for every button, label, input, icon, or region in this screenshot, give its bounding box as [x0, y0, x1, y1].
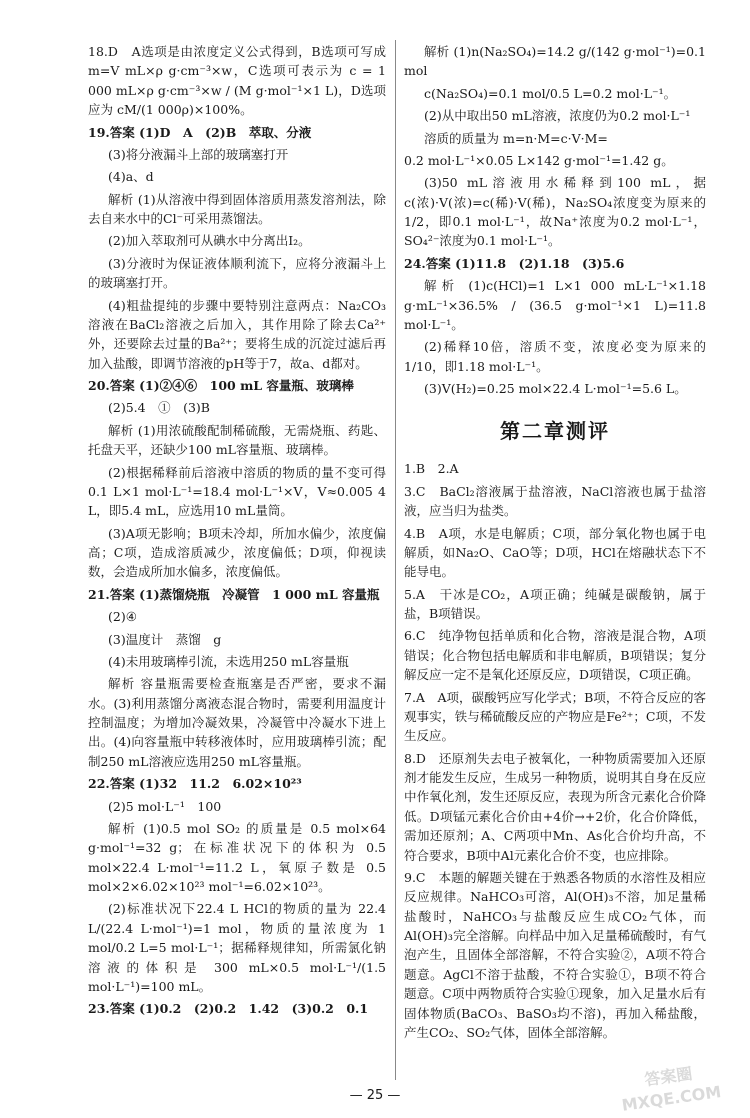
q24-analysis-1: 解析 (1)c(HCl)=1 L×1 000 mL·L⁻¹×1.18 g·mL⁻¹×36.5% / (36.5 g·mol⁻¹×1 L)=11.8 mol·L⁻¹。	[404, 278, 706, 332]
q19-analysis-2: (2)加入萃取剂可从碘水中分离出I₂。	[108, 233, 311, 249]
q23-analysis-3: (2)从中取出50 mL溶液，浓度仍为0.2 mol·L⁻¹	[424, 108, 691, 124]
ch2-q6: 6.C 纯净物包括单质和化合物，溶液是混合物，A项错误；化合物包括电解质和非电解质，B项错误；复分解反应一定不是氧化还原反应，D项错误，C项正确。	[404, 628, 706, 683]
q21-analysis: 解析 容量瓶需要检查瓶塞是否严密，要求不漏水。(3)利用蒸馏分离液态混合物时，需要利用温度计控制温度；为增加冷凝效果，冷凝管中冷凝水下进上出。(4)向容量瓶中转移液体时，应用玻璃棒引流；配制250 mL溶液应选用250 mL容量瓶。	[88, 676, 386, 769]
q20-answer-2: (2)5.4 ① (3)B	[108, 400, 210, 416]
q21-answer: 21.答案 (1)蒸馏烧瓶 冷凝管 1 000 mL 容量瓶	[88, 586, 380, 602]
q21-answer-3: (3)温度计 蒸馏 g	[108, 631, 222, 647]
q18: 18.D A选项是由浓度定义公式得到，B选项可写成 m=V mL×ρ g·cm⁻³×w，C选项可表示为 c = 1 000 mL×ρ g·cm⁻³×w / (M g·mol⁻¹×1 L)，D选项应为 cM/(1 000ρ)×100%。	[88, 44, 386, 118]
q21-answer-2: (2)④	[108, 609, 137, 625]
q23-analysis-5: 0.2 mol·L⁻¹×0.05 L×142 g·mol⁻¹=1.42 g。	[404, 152, 674, 168]
column-divider	[395, 40, 396, 1080]
q23-analysis-2: c(Na₂SO₄)=0.1 mol/0.5 L=0.2 mol·L⁻¹。	[424, 85, 677, 101]
q23-analysis-4: 溶质的质量为 m=n·M=c·V·M=	[424, 130, 608, 146]
q21-answer-4: (4)未用玻璃棒引流，未选用250 mL容量瓶	[108, 653, 349, 669]
ch2-q3: 3.C BaCl₂溶液属于盐溶液，NaCl溶液也属于盐溶液，应当归为盐类。	[404, 483, 706, 519]
ch2-q1-2: 1.B 2.A	[404, 461, 459, 477]
section-title: 第二章测评	[500, 419, 610, 444]
q20-analysis-3: (3)A项无影响；B项未冷却，所加水偏少，浓度偏高；C项，造成溶质减少，浓度偏低；D项，仰视读数，会造成所加水偏多，浓度偏低。	[88, 525, 386, 580]
q22-answer-2: (2)5 mol·L⁻¹ 100	[108, 798, 222, 814]
q23-answer: 23.答案 (1)0.2 (2)0.2 1.42 (3)0.2 0.1	[88, 1001, 369, 1017]
ch2-q9: 9.C 本题的解题关键在于熟悉各物质的水溶性及相应反应规律。NaHCO₃可溶，Al(OH)₃不溶，加足量稀盐酸时，NaHCO₃与盐酸反应生成CO₂气体，而Al(OH)₃完全溶解。向样品中加入足量稀硫酸时，有气泡产生，且固体全部溶解，不符合实验②，A项不符合题意。AgCl不溶于盐酸，不符合实验①，B项不符合题意。C项中两物质符合实验①现象，加入足量水后有固体物质(BaCO₃、BaSO₃均不溶)，再加入稀盐酸，产生CO₂、SO₂气体，固体全部溶解。	[404, 869, 706, 1040]
watermark-logo: 答案圈 MXQE.COM	[620, 1063, 723, 1115]
ch2-q4: 4.B A项，水是电解质；C项，部分氧化物也属于电解质，如Na₂O、CaO等；D项，HCl在熔融状态下不能导电。	[404, 525, 706, 580]
q20-analysis-2: (2)根据稀释前后溶液中溶质的物质的量不变可得0.1 L×1 mol·L⁻¹=18.4 mol·L⁻¹×V，V≈0.005 4 L，即5.4 mL，应选用10 mL量筒。	[88, 464, 386, 519]
q20-analysis-1: 解析 (1)用浓硫酸配制稀硫酸，无需烧瓶、药匙、托盘天平，还缺少100 mL容量瓶、玻璃棒。	[88, 422, 386, 458]
q23-analysis-1: 解析 (1)n(Na₂SO₄)=14.2 g/(142 g·mol⁻¹)=0.1 mol	[404, 44, 706, 79]
q19-analysis-3: (3)分液时为保证液体顺利流下，应将分液漏斗上的玻璃塞打开。	[88, 255, 386, 291]
q19-analysis-1: 解析 (1)从溶液中得到固体溶质用蒸发溶剂法，除去自来水中的Cl⁻可采用蒸馏法。	[88, 191, 386, 226]
ch2-q5: 5.A 干冰是CO₂，A项正确；纯碱是碳酸钠，属于盐，B项错误。	[404, 586, 706, 621]
q24-analysis-3: (3)V(H₂)=0.25 mol×22.4 L·mol⁻¹=5.6 L。	[424, 381, 687, 396]
q19-answer-3: (3)将分液漏斗上部的玻璃塞打开	[108, 146, 289, 162]
q19-analysis-4: (4)粗盐提纯的步骤中要特别注意两点：Na₂CO₃溶液在BaCl₂溶液之后加入，其作用除了除去Ca²⁺外，还要除去过量的Ba²⁺；要将生成的沉淀过滤后再加入盐酸，即调节溶液的pH等于7，故a、d都对。	[88, 297, 386, 371]
ch2-q8: 8.D 还原剂失去电子被氧化，一种物质需要加入还原剂才能发生反应，生成另一种物质，说明其自身在反应中作氧化剂，发生还原反应，表现为所含元素化合价降低。D项锰元素化合价由+4价→+2价，化合价降低，需加还原剂；A、C两项中Mn、As化合价均升高，不符合要求，B项中Al元素化合价不变，也应排除。	[404, 750, 706, 863]
q19-answer: 19.答案 (1)D A (2)B 萃取、分液	[88, 124, 312, 140]
q24-analysis-2: (2)稀释10倍，溶质不变，浓度必变为原来的1/10，即1.18 mol·L⁻¹。	[404, 339, 706, 374]
left-column	[88, 42, 386, 1022]
page-number: — 25 —	[349, 1088, 401, 1103]
ch2-q7: 7.A A项，碳酸钙应写化学式；B项，不符合反应的客观事实，铁与稀硫酸反应的产物应是Fe²⁺；C项，不发生反应。	[404, 689, 706, 744]
q22-analysis-1: 解析 (1)0.5 mol SO₂ 的质量是 0.5 mol×64 g·mol⁻¹=32 g；在标准状况下的体积为 0.5 mol×22.4 L·mol⁻¹=11.2 L，氧原子数是 0.5 mol×2×6.02×10²³ mol⁻¹=6.02×10²³。	[88, 820, 386, 894]
q19-answer-4: (4)a、d	[108, 169, 154, 185]
q20-answer: 20.答案 (1)②④⑥ 100 mL 容量瓶、玻璃棒	[88, 378, 354, 393]
q23-analysis-6: (3)50 mL溶液用水稀释到100 mL，据c(浓)·V(浓)=c(稀)·V(稀)，Na₂SO₄浓度变为原来的1/2，即0.1 mol·L⁻¹，故Na⁺浓度为0.2 mol·L⁻¹，SO₄²⁻浓度为0.1 mol·L⁻¹。	[404, 175, 706, 249]
right-column	[404, 42, 706, 1045]
q24-answer: 24.答案 (1)11.8 (2)1.18 (3)5.6	[404, 255, 625, 271]
q22-analysis-2: (2)标准状况下22.4 L HCl的物质的量为 22.4 L/(22.4 L·mol⁻¹)=1 mol，物质的量浓度为 1 mol/0.2 L=5 mol·L⁻¹；据稀释规律知，所需氯化钠溶液的体积是 300 mL×0.5 mol·L⁻¹/(1.5 mol·L⁻¹)=100 mL。	[88, 901, 386, 994]
q22-answer: 22.答案 (1)32 11.2 6.02×10²³	[88, 776, 302, 792]
